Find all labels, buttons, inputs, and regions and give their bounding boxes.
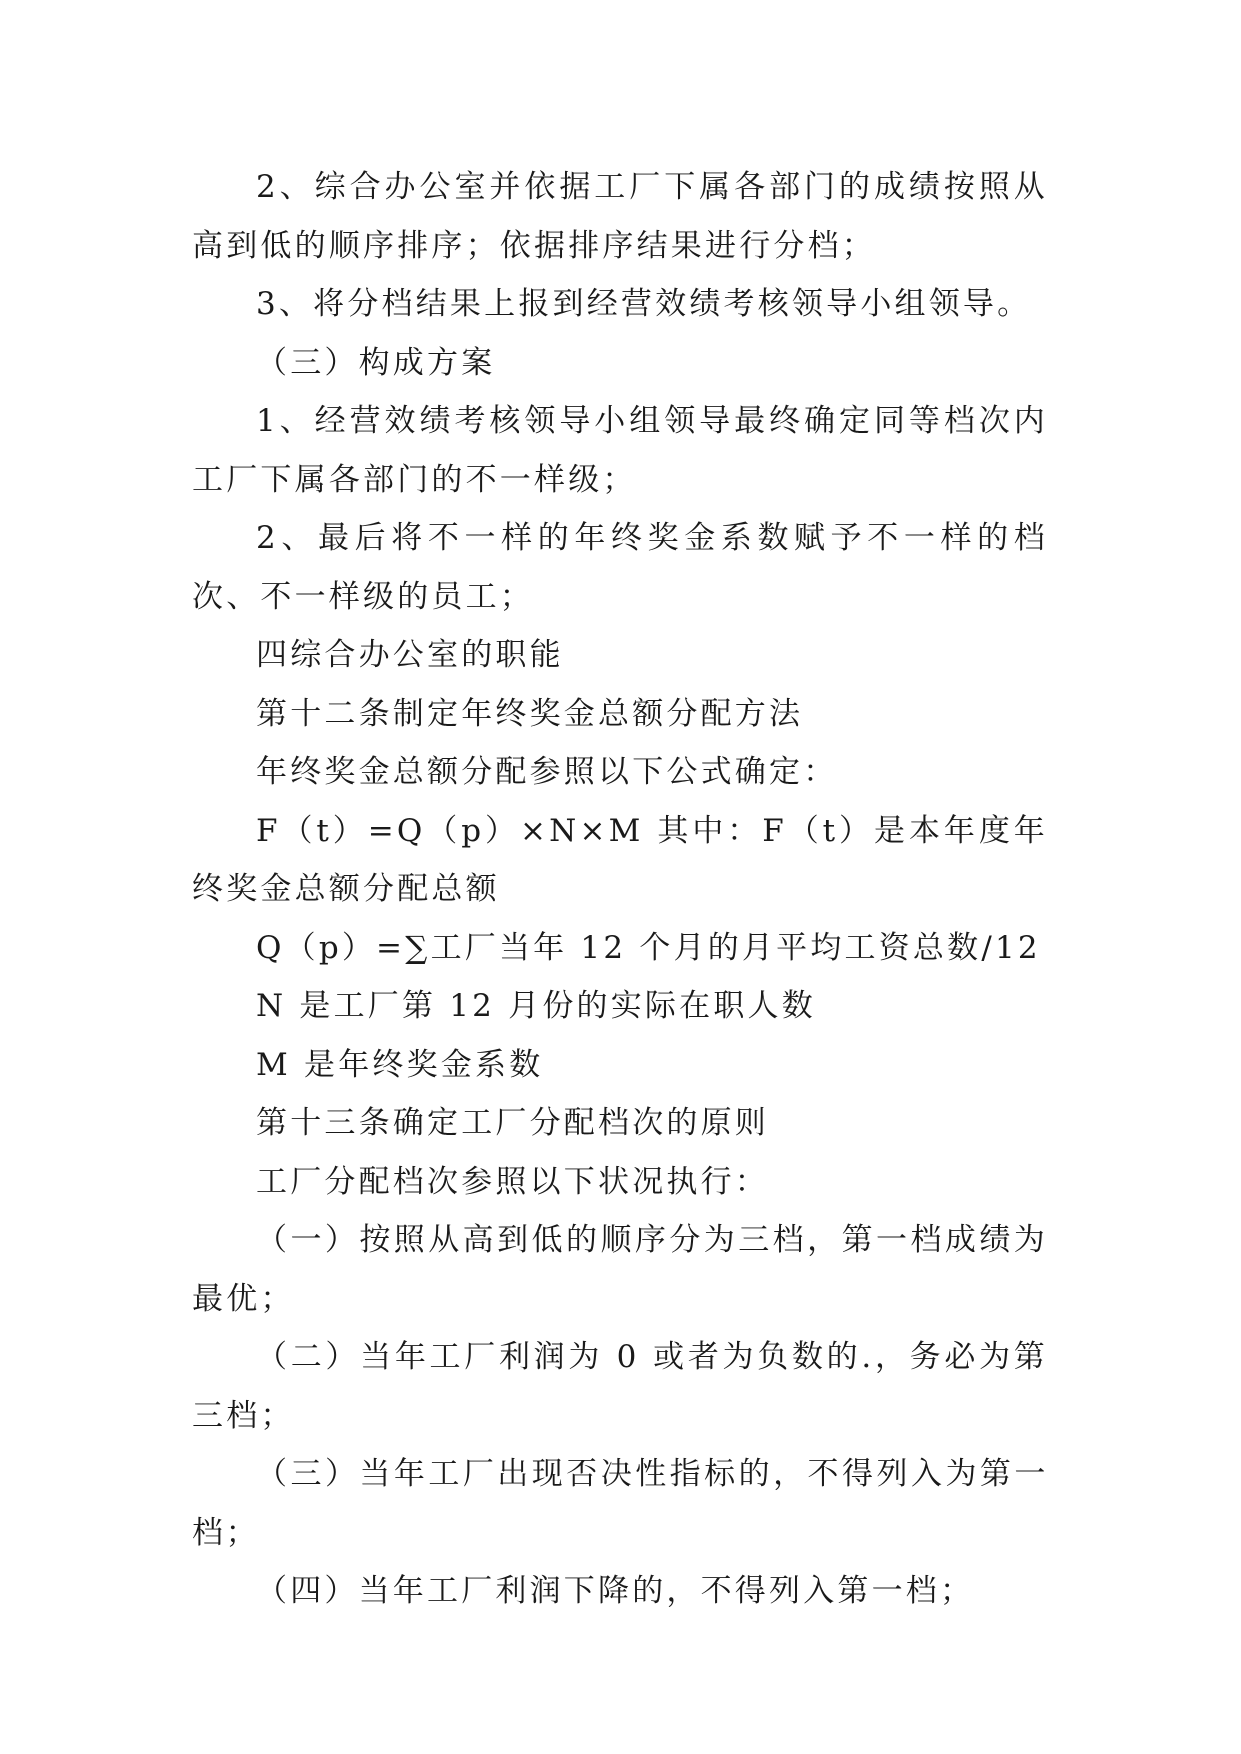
paragraph-ranking: 2、综合办公室并依据工厂下属各部门的成绩按照从高到低的顺序排序；依据排序结果进行分档； bbox=[192, 169, 1048, 264]
paragraph-tier-intro: 工厂分配档次参照以下状况执行： bbox=[256, 1163, 769, 1200]
paragraph-formula-m: M 是年终奖金系数 bbox=[256, 1046, 544, 1083]
list-item-tier-1: （一）按照从高到低的顺序分为三档，第一档成绩为最优； bbox=[192, 1222, 1048, 1317]
paragraph-formula: F（t）=Q（p）×N×M 其中：F（t）是本年度年终奖金总额分配总额 bbox=[192, 812, 1048, 907]
section-heading-composition: （三）构成方案 bbox=[256, 344, 496, 381]
list-item-tier-4: （四）当年工厂利润下降的，不得列入第一档； bbox=[256, 1573, 975, 1609]
section-heading-office-functions: 四综合办公室的职能 bbox=[256, 637, 564, 673]
article-heading-12: 第十二条制定年终奖金总额分配方法 bbox=[256, 695, 804, 732]
list-item-tier-2: （二）当年工厂利润为 0 或者为负数的.，务必为第三档； bbox=[192, 1339, 1048, 1434]
paragraph-assign-coefficients: 2、最后将不一样的年终奖金系数赋予不一样的档次、不一样级的员工； bbox=[192, 520, 1048, 615]
article-heading-13: 第十三条确定工厂分配档次的原则 bbox=[256, 1105, 769, 1141]
paragraph-formula-n: N 是工厂第 12 月份的实际在职人数 bbox=[256, 988, 816, 1024]
document-body bbox=[192, 158, 1048, 1621]
paragraph-formula-q: Q（p）=∑工厂当年 12 个月的月平均工资总数/12 bbox=[256, 929, 1041, 966]
paragraph-determine-levels: 1、经营效绩考核领导小组领导最终确定同等档次内工厂下属各部门的不一样级； bbox=[192, 403, 1048, 498]
paragraph-formula-intro: 年终奖金总额分配参照以下公式确定： bbox=[256, 754, 838, 790]
paragraph-report-results: 3、将分档结果上报到经营效绩考核领导小组领导。 bbox=[256, 286, 1032, 322]
list-item-tier-3: （三）当年工厂出现否决性指标的，不得列入为第一档； bbox=[192, 1456, 1048, 1551]
